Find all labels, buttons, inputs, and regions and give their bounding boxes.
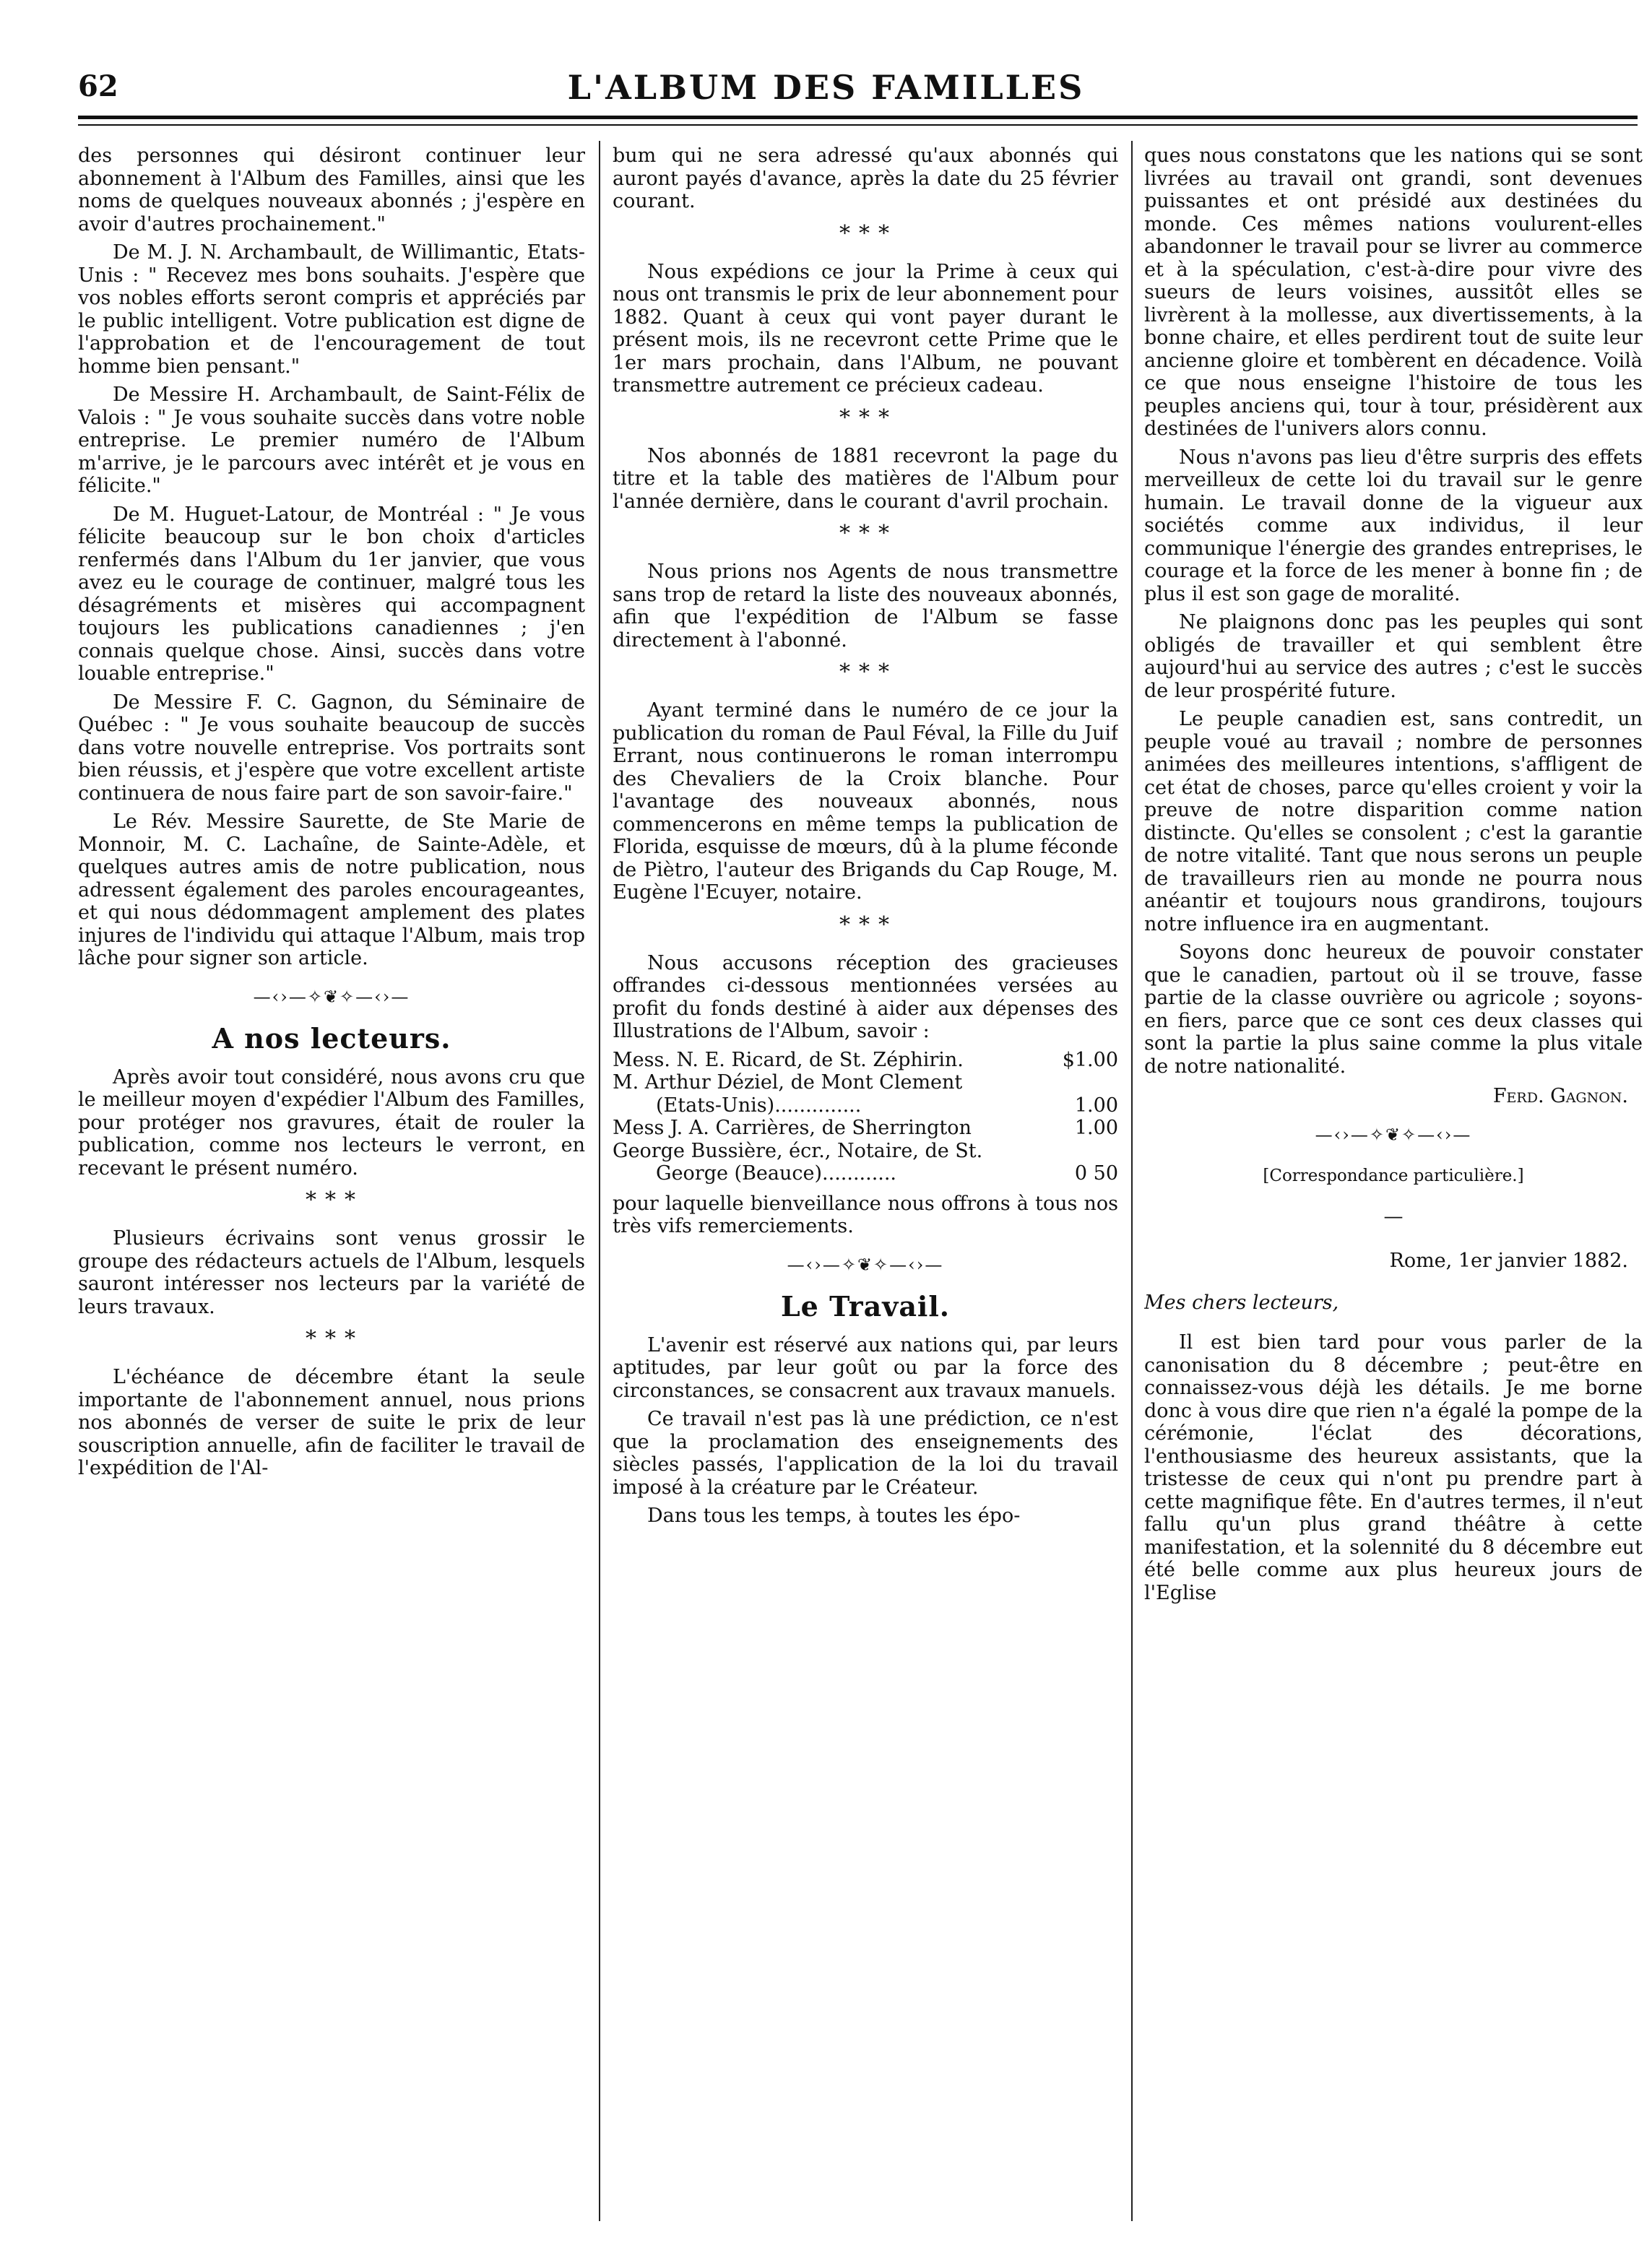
- paragraph: Soyons donc heureux de pouvoir constater que le canadien, partout où il se trouve, fasse partie de la classe ouvrière ou agricole ; soyons-en fiers, parce que ce sont ces deux classes qui sont la partie la plus saine comme la plus vitale de notre nationalité.: [1144, 941, 1643, 1078]
- offerings-list: [613, 1049, 1118, 1185]
- paragraph: De Messire F. C. Gagnon, du Séminaire de Québec : " Je vous souhaite beaucoup de succès dans votre nouvelle entreprise. Vos portraits sont bien réussis, et j'espère que votre excellent artiste continuera de nous faire part de son savoir-faire.": [78, 691, 585, 805]
- correspondence-label: [Correspondance particulière.]: [1263, 1167, 1524, 1185]
- offering-name: George Bussière, écr., Notaire, de St.: [613, 1139, 983, 1162]
- paragraph: Il est bien tard pour vous parler de la canonisation du 8 décembre ; peut-être en connaissez-vous déjà les détails. Je me borne donc à vous dire que rien n'a égalé la pompe de la cérémonie, l'éclat des décorations, l'enthousiasme des heureux assistants, que la tristesse de ceux qui n'ont pu prendre part à cette magnifique fête. En d'autres termes, il n'eut fallu qu'un plus grand théâtre à cette manifestation, et la solennité du 8 décembre eut été belle comme aux plus heureux jours de l'Eglise: [1144, 1331, 1643, 1604]
- header-rule-thin: [78, 124, 1638, 126]
- asterism-divider: * * *: [839, 912, 891, 938]
- page-number: 62: [78, 69, 118, 103]
- paragraph: Nos abonnés de 1881 recevront la page du titre et la table des matières de l'Album pour l'année dernière, dans le courant d'avril prochain.: [613, 444, 1118, 513]
- ornament-divider: —‹›—✧❦✧—‹›—: [253, 986, 410, 1007]
- letter-dateline: Rome, 1er janvier 1882.: [1389, 1250, 1628, 1272]
- offering-name: Mess J. A. Carrières, de Sherrington: [613, 1117, 972, 1139]
- offering-name: Mess. N. E. Ricard, de St. Zéphirin.: [613, 1048, 964, 1071]
- asterism-divider: * * *: [306, 1187, 358, 1213]
- paragraph: bum qui ne sera adressé qu'aux abonnés qui auront payés d'avance, après la date du 25 février courant.: [613, 144, 1118, 212]
- paragraph: Nous n'avons pas lieu d'être surpris des effets merveilleux de cette loi du travail sur le genre humain. Le travail donne de la vigueur aux sociétés comme aux individus, il leur communique l'énergie des grandes entreprises, le courage et la force de les mener à bonne fin ; de plus il est son gage de moralité.: [1144, 446, 1643, 605]
- column-3: [1144, 144, 1643, 2225]
- paragraph: Le peuple canadien est, sans contredit, un peuple voué au travail ; nombre de personnes animées des meilleures intentions, s'affligent de cet état de choses, parce qu'elles croient y voir la preuve de notre disparition comme nation distincte. Qu'elles se consolent ; c'est la garantie de notre vitalité. Tant que nous serons un peuple de travailleurs rien au monde ne pourra nous anéantir et toujours nous grandirons, toujours notre influence ira en augmentant.: [1144, 708, 1643, 935]
- column-1: [78, 144, 585, 2225]
- offering-row: [613, 1049, 1118, 1072]
- paragraph: Dans tous les temps, à toutes les épo-: [647, 1505, 1021, 1527]
- offering-amount: 1.00: [1074, 1094, 1118, 1117]
- paragraph: De M. J. N. Archambault, de Willimantic, Etats-Unis : " Recevez mes bons souhaits. J'espère que vos nobles efforts seront compris et appréciés par le public intelligent. Votre publication est digne de l'approbation et de l'encouragement de tout homme bien pensant.": [78, 241, 585, 378]
- paragraph: Plusieurs écrivains sont venus grossir le groupe des rédacteurs actuels de l'Album, lesquels sauront intéresser nos lecteurs par la variété de leurs travaux.: [78, 1227, 585, 1318]
- paragraph: De Messire H. Archambault, de Saint-Félix de Valois : " Je vous souhaite succès dans votre noble entreprise. Le premier numéro de l'Album m'arrive, je le parcours avec intérêt et je vous en félicite.": [78, 384, 585, 497]
- paragraph: L'avenir est réservé aux nations qui, par leurs aptitudes, par leur goût ou par la force des circonstances, se consacrent aux travaux manuels.: [613, 1333, 1118, 1402]
- header-rule-thick: [78, 116, 1638, 119]
- ornament-divider: —‹›—✧❦✧—‹›—: [787, 1254, 944, 1275]
- asterism-divider: * * *: [839, 521, 891, 546]
- paragraph: pour laquelle bienveillance nous offrons à tous nos très vifs remerciements.: [613, 1192, 1118, 1237]
- offering-row: [613, 1071, 1118, 1094]
- column-divider-2: [1131, 141, 1133, 2221]
- paragraph: De M. Huguet-Latour, de Montréal : " Je vous félicite beaucoup sur le bon choix d'articles renfermés dans l'Album du 1er janvier, que vous avez eu le courage de continuer, malgré tous les désagréments et misères qui accompagnent toujours les publications canadiennes ; j'en connais quelque chose. Ainsi, succès dans votre louable entreprise.": [78, 503, 585, 685]
- paragraph: Nous accusons réception des gracieuses offrandes ci-dessous mentionnées versées au profit du fonds destiné à aider aux dépenses des Illustrations de l'Album, savoir :: [613, 951, 1118, 1042]
- asterism-divider: * * *: [839, 659, 891, 685]
- offering-name: (Etats-Unis)..............: [656, 1094, 862, 1117]
- section-title-a-nos-lecteurs: A nos lecteurs.: [212, 1022, 451, 1055]
- paragraph: L'échéance de décembre étant la seule importante de l'abonnement annuel, nous prions nos abonnés de verser de suite le prix de leur souscription annuelle, afin de faciliter le travail de l'expédition de l'Al-: [78, 1366, 585, 1479]
- offering-row: [613, 1117, 1118, 1140]
- column-divider-1: [599, 141, 600, 2221]
- section-title-le-travail: Le Travail.: [780, 1290, 951, 1323]
- letter-salutation: Mes chers lecteurs,: [1144, 1291, 1339, 1314]
- paragraph: des personnes qui désiront continuer leur abonnement à l'Album des Familles, ainsi que les noms de quelques nouveaux abonnés ; j'espère en avoir d'autres prochainement.": [78, 144, 585, 235]
- short-dash-divider: —: [1383, 1205, 1404, 1228]
- paragraph: Ce travail n'est pas là une prédiction, ce n'est que la proclamation des enseignements des siècles passés, l'application de la loi du travail imposé à la créature par le Créateur.: [613, 1408, 1118, 1499]
- column-2: [613, 144, 1118, 2225]
- offering-row: [613, 1094, 1118, 1117]
- page-title: L'ALBUM DES FAMILLES: [567, 68, 1085, 107]
- offering-name: M. Arthur Déziel, de Mont Clement: [613, 1071, 963, 1094]
- offering-name: George (Beauce)............: [656, 1162, 897, 1185]
- asterism-divider: * * *: [839, 220, 891, 246]
- paragraph: Nous prions nos Agents de nous transmettre sans trop de retard la liste des nouveaux abonnés, afin que l'expédition de l'Album se fasse directement à l'abonné.: [613, 561, 1118, 652]
- offering-row: [613, 1162, 1118, 1185]
- asterism-divider: * * *: [306, 1326, 358, 1351]
- offering-amount: 0 50: [1074, 1162, 1118, 1185]
- ornament-divider: —‹›—✧❦✧—‹›—: [1315, 1124, 1472, 1145]
- paragraph: Ne plaignons donc pas les peuples qui sont obligés de travailler et qui semblent être aujourd'hui au service des autres ; c'est le succès de leur prospérité future.: [1144, 611, 1643, 702]
- paragraph: Ayant terminé dans le numéro de ce jour la publication du roman de Paul Féval, la Fille du Juif Errant, nous continuerons le roman interrompu des Chevaliers de la Croix blanche. Pour l'avantage des nouveaux abonnés, nous commencerons en même temps la publication de Florida, esquisse de mœurs, dû à la plume féconde de Piètro, l'auteur des Brigands du Cap Rouge, M. Eugène l'Ecuyer, notaire.: [613, 699, 1118, 904]
- paragraph: Nous expédions ce jour la Prime à ceux qui nous ont transmis le prix de leur abonnement pour 1882. Quant à ceux qui vont payer durant le présent mois, ils ne recevront cette Prime que le 1er mars prochain, dans l'Album, ne pouvant transmettre autrement ce précieux cadeau.: [613, 260, 1118, 397]
- offering-amount: $1.00: [1062, 1048, 1118, 1071]
- author-signature: Ferd. Gagnon.: [1492, 1085, 1628, 1107]
- paragraph: ques nous constatons que les nations qui se sont livrées au travail ont grandi, sont devenues puissantes et ont présidé aux destinées du monde. Ces mêmes nations voulurent-elles abandonner le travail pour se livrer au commerce et à la spéculation, c'est-à-dire pour vivre des sueurs de leurs voisines, aussitôt elles se livrèrent à la mollesse, aux divertissements, à la bonne chaire, et elles perdirent tout de suite leur ancienne gloire et tombèrent en décadence. Voilà ce que nous enseigne l'histoire de tous les peuples anciens qui, tour à tour, présidèrent aux destinées de l'univers alors connu.: [1144, 144, 1643, 440]
- paragraph: Le Rév. Messire Saurette, de Ste Marie de Monnoir, M. C. Lachaîne, de Sainte-Adèle, et quelques autres amis de notre publication, nous adressent également des paroles encourageantes, et qui nous dédommagent amplement des plates injures de l'individu qui attaque l'Album, mais trop lâche pour signer son article.: [78, 810, 585, 969]
- paragraph: Après avoir tout considéré, nous avons cru que le meilleur moyen d'expédier l'Album des Familles, pour protéger nos gravures, était de rouler la publication, comme nos lecteurs le verront, en recevant le présent numéro.: [78, 1065, 585, 1180]
- asterism-divider: * * *: [839, 404, 891, 430]
- offering-row: [613, 1140, 1118, 1163]
- offering-amount: 1.00: [1074, 1117, 1118, 1139]
